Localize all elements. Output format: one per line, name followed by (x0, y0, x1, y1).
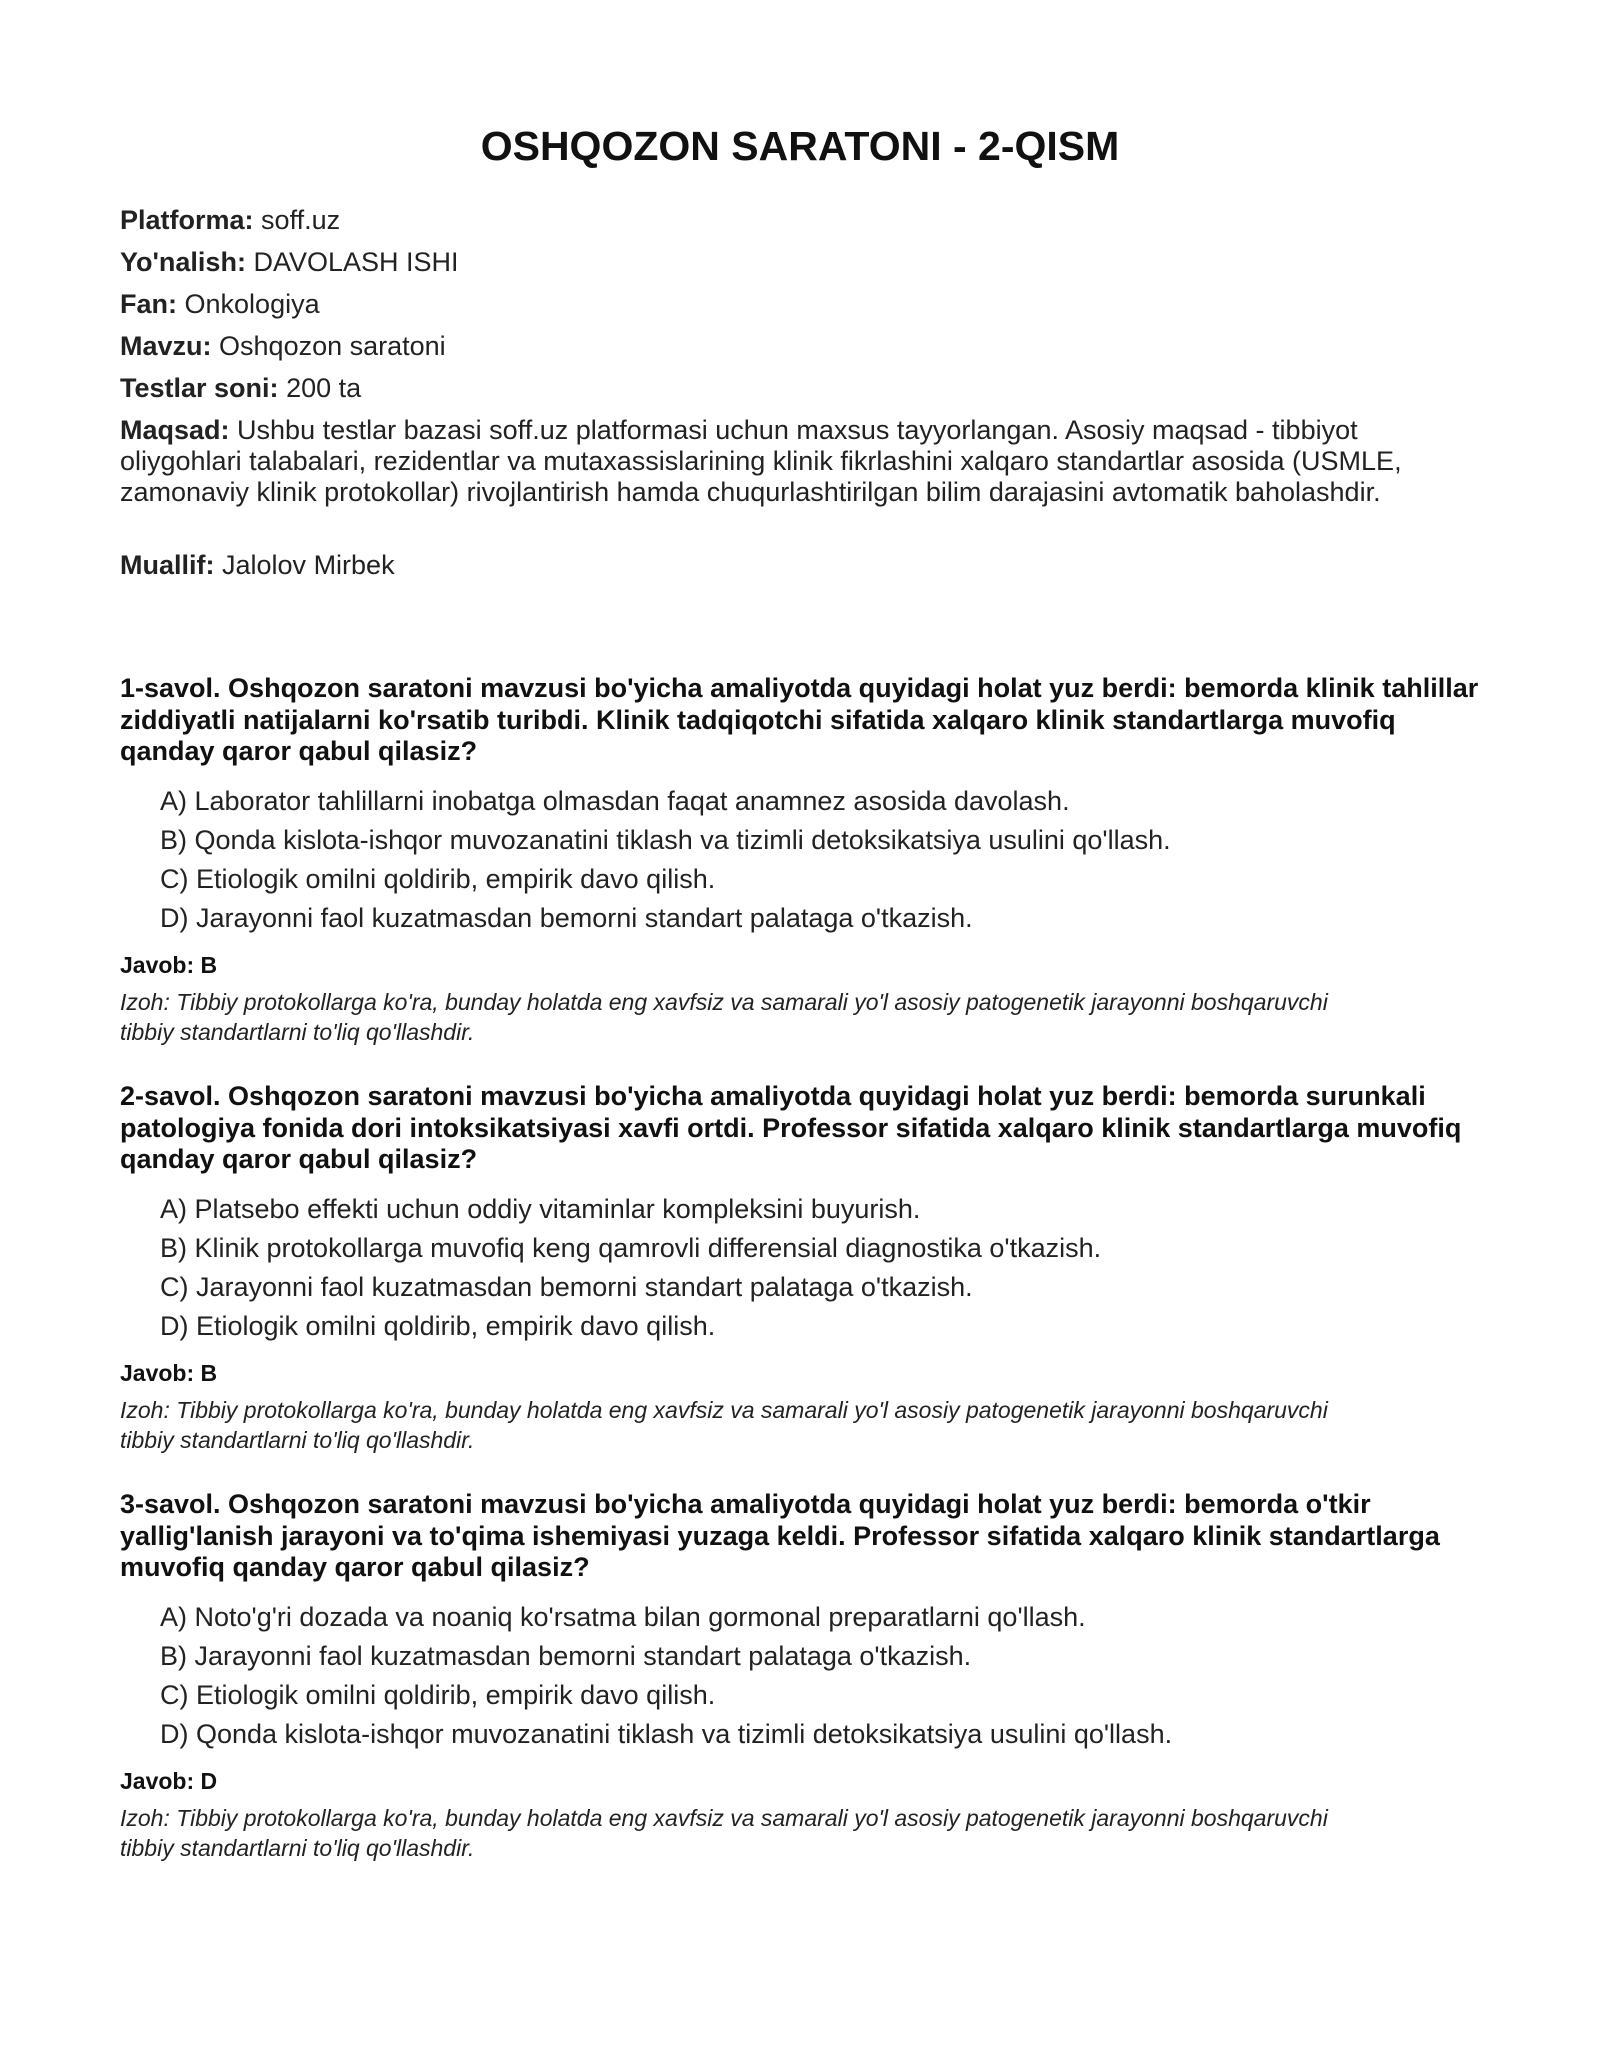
option-a: A) Noto'g'ri dozada va noaniq ko'rsatma bilan gormonal preparatlarni qo'llash. (160, 1601, 1086, 1632)
meta-author (120, 550, 1450, 581)
question-text: 2-savol. Oshqozon saratoni mavzusi bo'yicha amaliyotda quyidagi holat yuz berdi: bemorda surunkali patologiya fonida dori intoksikatsiyasi xavfi ortdi. Professor sifatida xalqaro klinik standartlarga muvofiq qanday qaror qabul qilasiz? (120, 1081, 1462, 1174)
meta-subject-label: Fan: (120, 289, 177, 319)
meta-direction (120, 247, 1450, 278)
explanation-note: Izoh: Tibbiy protokollarga ko'ra, bunday holatda eng xavfsiz va samarali yo'l asosiy patogenetik jarayonni boshqaruvchi tibbiy standartlarni to'liq qo'llashdir. (120, 988, 1328, 1045)
correct-answer: Javob: B (120, 951, 218, 978)
meta-author-value: Jalolov Mirbek (222, 550, 395, 580)
meta-topic (120, 331, 1450, 362)
question-text: 3-savol. Oshqozon saratoni mavzusi bo'yicha amaliyotda quyidagi holat yuz berdi: bemorda o'tkir yallig'lanish jarayoni va to'qima ishemiyasi yuzaga keldi. Professor sifatida xalqaro klinik standartlarga muvofiq qanday qaror qabul qilasiz? (120, 1489, 1440, 1582)
answer-options (120, 1602, 1490, 1758)
option-c: C) Jarayonni faol kuzatmasdan bemorni standart palataga o'tkazish. (160, 1271, 973, 1302)
option-c: C) Etiologik omilni qoldirib, empirik davo qilish. (160, 1679, 716, 1710)
meta-author-label: Muallif: (120, 550, 215, 580)
meta-direction-label: Yo'nalish: (120, 247, 246, 277)
explanation-note: Izoh: Tibbiy protokollarga ko'ra, bunday holatda eng xavfsiz va samarali yo'l asosiy patogenetik jarayonni boshqaruvchi tibbiy standartlarni to'liq qo'llashdir. (120, 1804, 1328, 1861)
option-c: C) Etiologik omilni qoldirib, empirik davo qilish. (160, 863, 716, 894)
meta-platform (120, 205, 1450, 236)
option-d: D) Jarayonni faol kuzatmasdan bemorni standart palataga o'tkazish. (160, 902, 973, 933)
answer-options (120, 1194, 1490, 1350)
question-text: 1-savol. Oshqozon saratoni mavzusi bo'yicha amaliyotda quyidagi holat yuz berdi: bemorda klinik tahlillar ziddiyatli natijalarni ko'rsatib turibdi. Klinik tadqiqotchi sifatida xalqaro klinik standartlarga muvofiq qanday qaror qabul qilasiz? (120, 673, 1479, 766)
meta-tests-value: 200 ta (286, 373, 362, 403)
question-1 (120, 673, 1490, 1047)
meta-topic-value: Oshqozon saratoni (219, 331, 446, 361)
correct-answer: Javob: B (120, 1359, 218, 1386)
meta-goal-value: Ushbu testlar bazasi soff.uz platformasi uchun maxsus tayyorlangan. Asosiy maqsad - tibbiyot oliygohlari talabalari, rezidentlar va mutaxassislarining klinik fikrlashini xalqaro standartlar asosida (USMLE, zamonaviy klinik protokollar) rivojlantirish hamda chuqurlashtirilgan bilim darajasini avtomatik baholashdir. (120, 415, 1402, 507)
meta-goal (120, 415, 1450, 508)
answer-options (120, 786, 1490, 942)
meta-subject (120, 289, 1450, 320)
meta-platform-label: Platforma: (120, 205, 254, 235)
option-d: D) Qonda kislota-ishqor muvozanatini tiklash va tizimli detoksikatsiya usulini qo'llash. (160, 1718, 1173, 1749)
meta-tests-label: Testlar soni: (120, 373, 279, 403)
option-b: B) Klinik protokollarga muvofiq keng qamrovli differensial diagnostika o'tkazish. (160, 1232, 1102, 1263)
question-3 (120, 1489, 1490, 1863)
document-title: OSHQOZON SARATONI - 2-QISM (480, 123, 1120, 169)
explanation-note: Izoh: Tibbiy protokollarga ko'ra, bunday holatda eng xavfsiz va samarali yo'l asosiy patogenetik jarayonni boshqaruvchi tibbiy standartlarni to'liq qo'llashdir. (120, 1396, 1328, 1453)
option-d: D) Etiologik omilni qoldirib, empirik davo qilish. (160, 1310, 716, 1341)
meta-goal-label: Maqsad: (120, 415, 230, 445)
option-b: B) Jarayonni faol kuzatmasdan bemorni standart palataga o'tkazish. (160, 1640, 972, 1671)
correct-answer: Javob: D (120, 1767, 218, 1794)
option-a: A) Platsebo effekti uchun oddiy vitaminlar kompleksini buyurish. (160, 1193, 921, 1224)
meta-direction-value: DAVOLASH ISHI (253, 247, 459, 277)
meta-platform-value: soff.uz (261, 205, 341, 235)
meta-subject-value: Onkologiya (184, 289, 320, 319)
option-a: A) Laborator tahlillarni inobatga olmasdan faqat anamnez asosida davolash. (160, 785, 1070, 816)
question-2 (120, 1081, 1490, 1455)
meta-topic-label: Mavzu: (120, 331, 212, 361)
option-b: B) Qonda kislota-ishqor muvozanatini tiklash va tizimli detoksikatsiya usulini qo'llash. (160, 824, 1171, 855)
meta-tests-count (120, 373, 1450, 404)
